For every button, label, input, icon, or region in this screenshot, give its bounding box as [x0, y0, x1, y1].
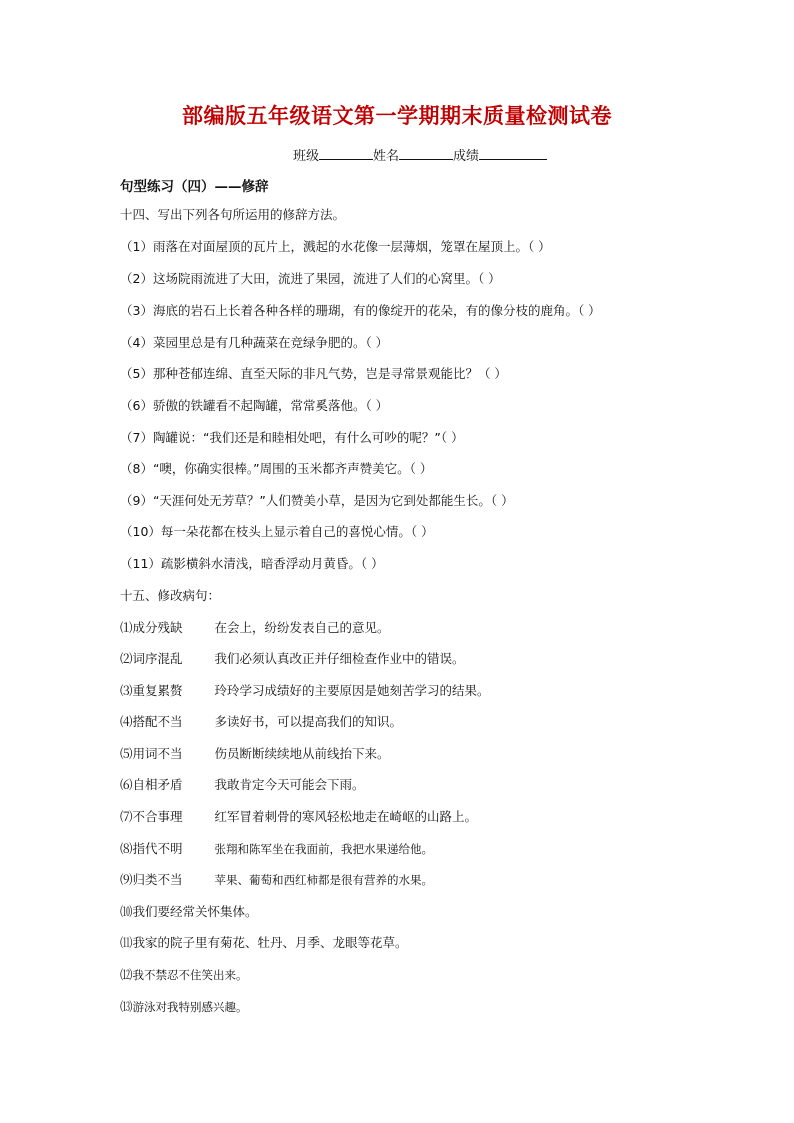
item-number: ⑺	[120, 809, 133, 824]
item-number: ⑴	[120, 620, 133, 635]
q15-item	[120, 872, 433, 888]
score-label: 成绩	[453, 149, 480, 164]
item-number: （1）	[120, 239, 153, 254]
name-blank[interactable]	[399, 146, 453, 160]
item-text: 多读好书，可以提高我们的知识。	[214, 714, 403, 729]
item-number: ⑾	[120, 935, 133, 950]
q14-item	[120, 461, 432, 477]
item-number: ⑷	[120, 714, 133, 729]
error-category: 搭配不当	[132, 714, 183, 729]
q15-item	[120, 651, 465, 667]
item-number: （7）	[120, 430, 153, 445]
item-text: 玲玲学习成绩好的主要原因是她刻苦学习的结果。	[214, 683, 490, 698]
score-blank[interactable]	[479, 146, 547, 160]
item-number: ⑻	[120, 841, 133, 856]
item-text: 伤员断断续续地从前线抬下来。	[214, 746, 390, 761]
q15-item	[120, 841, 433, 857]
error-category: 重复累赘	[132, 683, 183, 698]
error-category: 成分残缺	[132, 620, 183, 635]
q14-heading: 十四、写出下列各句所运用的修辞方法。	[120, 207, 346, 222]
item-number: （4）	[120, 335, 153, 350]
q14-item	[120, 493, 514, 509]
item-text: 菜园里总是有几种蔬菜在竞绿争肥的。（ ）	[152, 335, 389, 350]
section-title: 句型练习（四）——修辞	[120, 179, 269, 195]
q15-item	[120, 999, 248, 1015]
error-category: 词序混乱	[132, 651, 183, 666]
q14-item	[120, 430, 464, 446]
q14-item	[120, 239, 551, 255]
item-text: 我不禁忍不住笑出来。	[132, 968, 248, 982]
q14-item	[120, 398, 388, 414]
q15-item	[120, 967, 248, 983]
item-text: 游泳对我特别感兴趣。	[132, 1000, 248, 1014]
error-category: 不合事理	[132, 809, 183, 824]
item-text: 苹果、葡萄和西红柿都是很有营养的水果。	[214, 873, 434, 887]
item-text: 我敢肯定今天可能会下雨。	[214, 777, 365, 792]
q15-item	[120, 935, 408, 951]
q14-item	[120, 524, 434, 540]
item-number: ⒀	[120, 999, 133, 1014]
q14-item	[120, 556, 384, 572]
q14-item	[120, 366, 507, 382]
item-text: 这场院雨流进了大田，流进了果园，流进了人们的心窝里。（ ）	[152, 271, 501, 286]
student-info-line	[293, 145, 547, 164]
item-number: ⑿	[120, 967, 133, 982]
item-text: 海底的岩石上长着各种各样的珊瑚，有的像绽开的花朵，有的像分枝的鹿角。（ ）	[152, 303, 601, 318]
q14-item	[120, 303, 601, 319]
error-category: 归类不当	[132, 872, 183, 887]
item-number: ⑶	[120, 683, 133, 698]
error-category: 用词不当	[132, 746, 183, 761]
item-text: 在会上，纷纷发表自己的意见。	[214, 620, 390, 635]
item-text: 雨落在对面屋顶的瓦片上，溅起的水花像一层薄烟，笼罩在屋顶上。（ ）	[152, 239, 551, 254]
name-label: 姓名	[373, 149, 400, 164]
item-text: 骄傲的铁罐看不起陶罐，常常奚落他。（ ）	[152, 398, 389, 413]
item-number: ⑹	[120, 777, 133, 792]
item-text: 陶罐说：“我们还是和睦相处吧，有什么可吵的呢？”（ ）	[152, 430, 464, 445]
error-category: 指代不明	[132, 841, 183, 856]
q15-item	[120, 777, 365, 793]
item-text: 红军冒着刺骨的寒风轻松地走在崎岖的山路上。	[214, 809, 478, 824]
item-number: ⑸	[120, 746, 133, 761]
item-text: 张翔和陈军坐在我面前，我把水果递给他。	[214, 842, 434, 856]
item-text: “噢，你确实很棒。”周围的玉米都齐声赞美它。（ ）	[152, 461, 433, 476]
q14-item	[120, 335, 388, 351]
item-number: （11）	[120, 556, 161, 571]
item-number: （5）	[120, 366, 153, 381]
item-text: 我们必须认真改正并仔细检查作业中的错误。	[214, 651, 465, 666]
q15-heading: 十五、修改病句：	[120, 588, 221, 603]
item-text: 每一朵花都在枝头上显示着自己的喜悦心情。（ ）	[160, 524, 434, 539]
item-text: 疏影横斜水清浅，暗香浮动月黄昏。（ ）	[160, 556, 384, 571]
q15-item	[120, 809, 477, 825]
item-number: （8）	[120, 461, 153, 476]
item-number: （9）	[120, 493, 153, 508]
item-number: ⑼	[120, 872, 133, 887]
page-title: 部编版五年级语文第一学期期末质量检测试卷	[182, 103, 612, 128]
class-blank[interactable]	[319, 146, 373, 160]
item-text: 我家的院子里有菊花、牡丹、月季、龙眼等花草。	[132, 935, 408, 950]
item-number: （3）	[120, 303, 153, 318]
class-label: 班级	[293, 149, 320, 164]
q15-item	[120, 746, 390, 762]
q15-item	[120, 714, 402, 730]
q15-item	[120, 683, 490, 699]
item-text: “天涯何处无芳草？”人们赞美小草，是因为它到处都能生长。（ ）	[152, 493, 514, 508]
q15-item	[120, 620, 390, 636]
q15-item	[120, 904, 258, 920]
item-number: （10）	[120, 524, 161, 539]
item-number: （2）	[120, 271, 153, 286]
item-number: （6）	[120, 398, 153, 413]
item-text: 那种苍郁连绵、直至天际的非凡气势，岂是寻常景观能比？（ ）	[152, 366, 507, 381]
item-number: ⑵	[120, 651, 133, 666]
item-text: 我们要经常关怀集体。	[132, 904, 258, 919]
item-number: ⑽	[120, 904, 133, 919]
q14-item	[120, 271, 501, 287]
error-category: 自相矛盾	[132, 777, 183, 792]
